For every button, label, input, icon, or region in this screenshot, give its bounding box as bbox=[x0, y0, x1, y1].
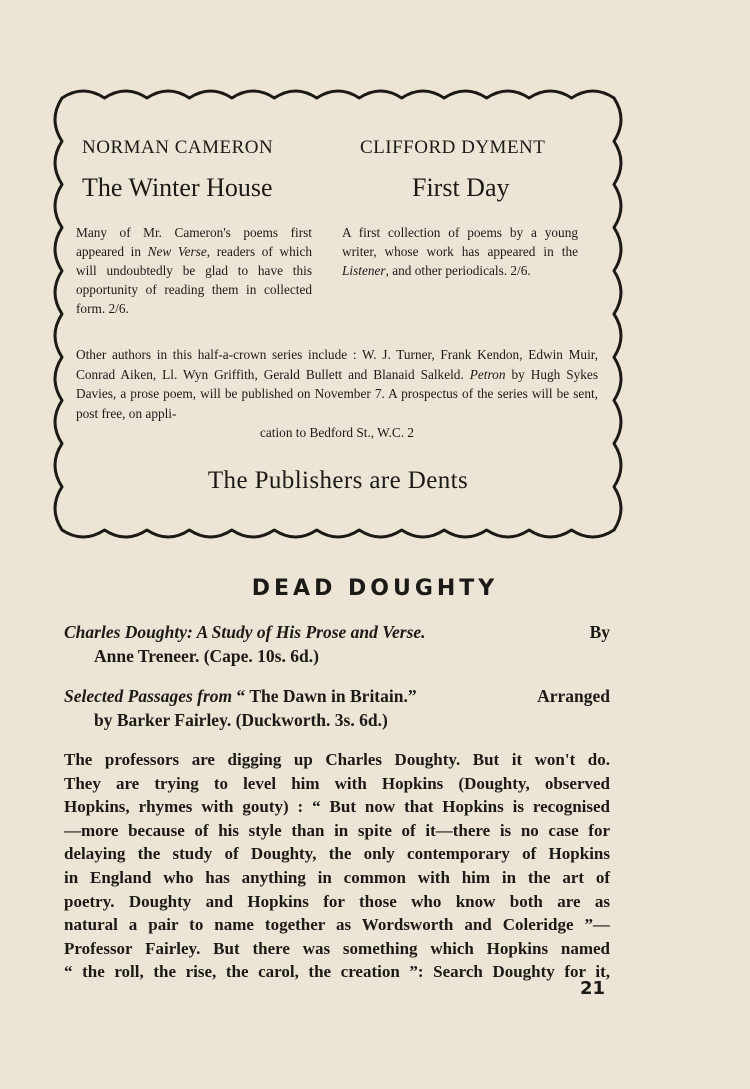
body-line: “ the roll, the rise, the carol, the creation ”: Search Doughty for it, bbox=[64, 962, 610, 982]
book-reference-2: Selected Passages from “ The Dawn in Britain.” Arranged by Barker Fairley. (Duckworth. 3s. 6d.) bbox=[64, 686, 610, 730]
book-1-title: Charles Doughty: A Study of His Prose and Verse. bbox=[64, 622, 426, 642]
title-first-day: First Day bbox=[412, 173, 510, 202]
body-line: poetry. Doughty and Hopkins for those who know both are as bbox=[64, 891, 610, 911]
body-line: natural a pair to name together as Wordsworth and Coleridge ”— bbox=[64, 915, 610, 935]
advertisement bbox=[60, 95, 616, 535]
blurb-first-day: A first collection of poems by a young writer, whose work has appeared in the Listener, and other periodicals. 2/6. bbox=[342, 225, 578, 278]
series-note: Other authors in this half-a-crown series include : W. J. Turner, Frank Kendon, Edwin Muir, Conrad Aiken, Ll. Wyn Griffith, Gerald Bullett and Blanaid Salkeld. Petron by Hugh Sykes Davies, a prose poem, will be published on November 7. A prospectus of the series will be sent, post free, on appli- cation to Bedford St., W.C. 2 bbox=[76, 347, 599, 440]
page-number: 21 bbox=[580, 978, 606, 999]
publisher-line: The Publishers are Dents bbox=[207, 467, 469, 494]
article-headline: DEAD DOUGHTY bbox=[251, 576, 499, 601]
book-2-publication: by Barker Fairley. (Duckworth. 3s. 6d.) bbox=[94, 710, 388, 730]
book-2-title: Selected Passages from “ The Dawn in Britain.” bbox=[64, 686, 417, 706]
title-the-winter-house: The Winter House bbox=[82, 173, 273, 202]
blurb-winter-house: Many of Mr. Cameron's poems first appeared in New Verse, readers of which will undoubtedly be glad to have this opportunity of reading them in collected form. 2/6. bbox=[76, 225, 312, 316]
body-line: Hopkins, rhymes with gouty) : “ But now that Hopkins is recognised bbox=[64, 797, 610, 817]
book-1-publication: Anne Treneer. (Cape. 10s. 6d.) bbox=[94, 646, 319, 666]
body-line: Professor Fairley. But there was something which Hopkins named bbox=[64, 938, 610, 958]
body-line: delaying the study of Doughty, the only contemporary of Hopkins bbox=[64, 844, 610, 864]
author-norman-cameron: NORMAN CAMERON bbox=[82, 137, 274, 158]
review-body bbox=[64, 748, 610, 984]
author-clifford-dyment: CLIFFORD DYMENT bbox=[360, 137, 546, 158]
body-line: in England who has anything in common with him in the art of bbox=[64, 867, 610, 887]
body-line: —more because of his style than in spite of it—there is no case for bbox=[64, 820, 610, 840]
body-line: They are trying to level him with Hopkins (Doughty, observed bbox=[64, 773, 610, 793]
book-reference-1: Charles Doughty: A Study of His Prose and Verse. By Anne Treneer. (Cape. 10s. 6d.) bbox=[64, 622, 610, 666]
body-line: The professors are digging up Charles Doughty. But it won't do. bbox=[64, 750, 610, 769]
